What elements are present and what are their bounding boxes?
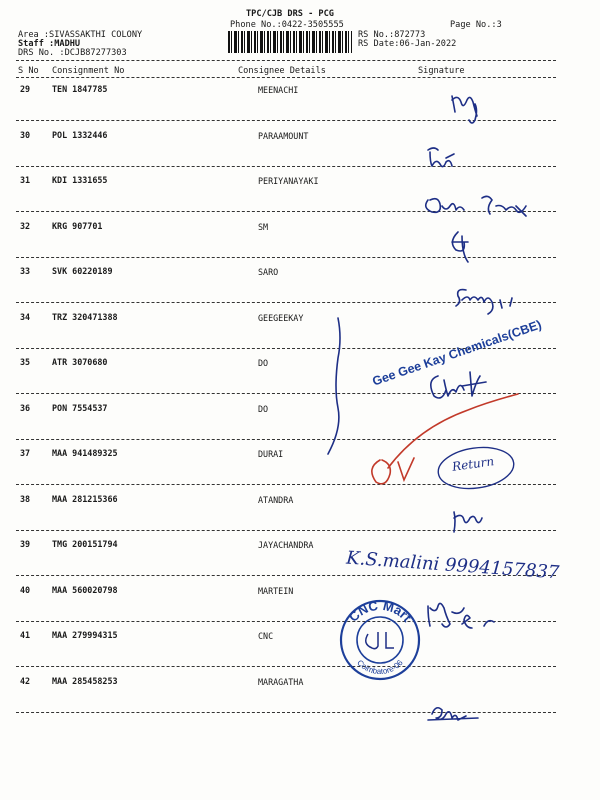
row-consignment: PON 7554537 — [52, 402, 108, 413]
round-stamp — [338, 598, 422, 682]
row-sno: 32 — [20, 220, 31, 231]
signature-31 — [426, 196, 526, 216]
staff-label: Staff :MADHU — [18, 39, 81, 49]
row-consignment: MAA 941489325 — [52, 448, 118, 458]
row-consignee: DURAI — [258, 449, 284, 459]
row-consignment: KRG 907701 — [52, 220, 103, 231]
row-consignee: ATANDRA — [258, 494, 294, 505]
row-consignee: DO — [258, 403, 269, 414]
column-sno: S No — [18, 66, 39, 76]
row-sno: 38 — [20, 493, 31, 504]
row-consignee: MARAGATHA — [258, 676, 304, 687]
signature-30 — [428, 148, 454, 167]
round-stamp-top-text: CNC Mart — [345, 598, 415, 625]
area-label: Area :SIVASSAKTHI COLONY — [18, 30, 143, 40]
row-consignment: POL 1332446 — [52, 129, 108, 140]
row-sno: 40 — [20, 584, 31, 595]
row-sno: 34 — [20, 311, 31, 322]
row-consignment: TEN 1847785 — [52, 84, 108, 94]
column-consignment: Consignment No — [52, 66, 125, 76]
row-consignment: TRZ 320471388 — [52, 311, 118, 322]
signature-32 — [452, 232, 468, 262]
row-consignment: ATR 3070680 — [52, 357, 108, 367]
row-sno: 33 — [20, 266, 31, 276]
phone-number: Phone No.:0422-3505555 — [230, 20, 344, 30]
row-sno: 42 — [20, 675, 31, 686]
document-title: TPC/CJB DRS - PCG — [246, 9, 334, 19]
page-number: Page No.:3 — [450, 20, 502, 30]
signature-36 — [431, 372, 486, 398]
signature-29 — [452, 96, 477, 123]
row-consignment: MAA 279994315 — [52, 630, 118, 640]
row-consignee: MARTEIN — [258, 585, 294, 596]
row-consignee: MEENACHI — [258, 85, 299, 95]
row-consignee: PARAAMOUNT — [258, 130, 309, 141]
row-consignee: SARO — [258, 267, 279, 277]
row-consignment: MAA 281215366 — [52, 493, 118, 504]
row-consignee: SM — [258, 221, 269, 232]
row-consignment: KDI 1331655 — [52, 175, 108, 185]
row-sno: 29 — [20, 84, 31, 94]
row-sno: 39 — [20, 539, 31, 549]
row-consignment: SVK 60220189 — [52, 266, 113, 276]
row-sno: 30 — [20, 129, 31, 140]
column-signature: Signature — [418, 66, 465, 76]
rs-date: RS Date:06-Jan-2022 — [358, 39, 457, 49]
company-stamp: Gee Gee Kay Chemicals(CBE) — [370, 317, 544, 389]
row-consignee: CNC — [258, 631, 274, 641]
round-stamp-bottom-text: Coimbatore-06 — [355, 658, 405, 677]
signature-42 — [428, 708, 478, 720]
signature-33 — [456, 290, 512, 314]
row-sno: 41 — [20, 630, 31, 640]
row-consignee: GEEGEEKAY — [258, 312, 304, 323]
row-consignee: PERIYANAYAKI — [258, 176, 319, 186]
red-sweep-line — [388, 394, 518, 468]
row-consignee: DO — [258, 358, 269, 368]
handwritten-phone-note: K.S.malini 9994157837 — [345, 547, 560, 584]
row-consignment: MAA 285458253 — [52, 675, 118, 686]
signature-41 — [428, 603, 494, 628]
svg-text:CNC Mart — [346, 598, 415, 625]
row-consignment: MAA 560020798 — [52, 584, 118, 595]
column-consignee: Consignee Details — [238, 66, 326, 76]
row-sno: 36 — [20, 402, 31, 413]
row-sno: 35 — [20, 357, 31, 367]
rs-number: RS No.:872773 — [358, 30, 426, 40]
row-sno: 37 — [20, 448, 31, 458]
row-sno: 31 — [20, 175, 31, 185]
row-consignee: JAYACHANDRA — [258, 540, 314, 550]
bracket-line — [328, 318, 340, 454]
signature-38 — [454, 512, 482, 532]
drs-number: DRS No. :DCJB87277303 — [18, 48, 127, 58]
row-consignment: TMG 200151794 — [52, 539, 118, 549]
svg-text:Coimbatore-06 — [355, 658, 405, 676]
handwritten-return-note: Return — [451, 454, 495, 474]
